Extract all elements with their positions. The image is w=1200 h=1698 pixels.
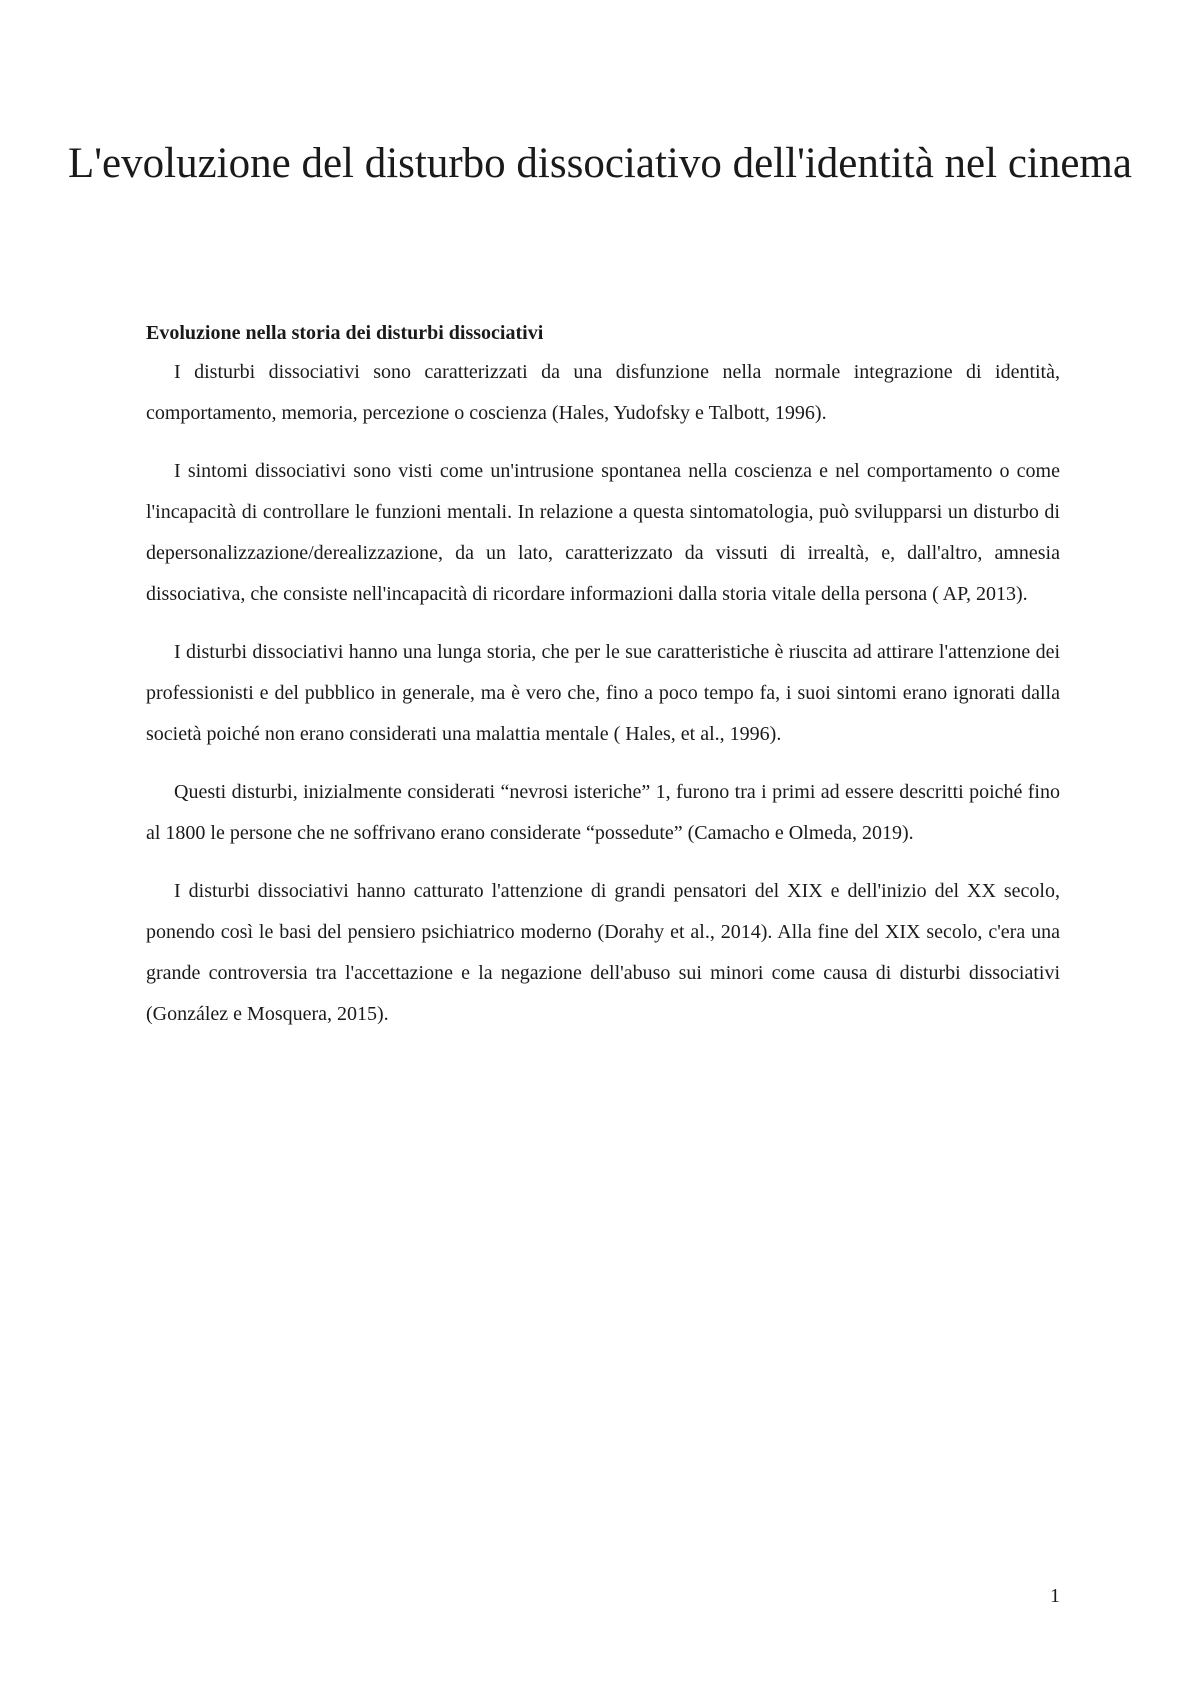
- paragraph: I disturbi dissociativi hanno una lunga storia, che per le sue caratteristiche è riuscita ad attirare l'attenzione dei professionisti e del pubblico in generale, ma è vero che, fino a poco tempo fa, i suoi sintomi erano ignorati dalla società poiché non erano considerati una malattia mentale ( Hales, et al., 1996).: [146, 641, 1060, 745]
- section-body: [146, 318, 1060, 1052]
- paragraph: Questi disturbi, inizialmente considerati “nevrosi isteriche” 1, furono tra i primi ad essere descritti poiché fino al 1800 le persone che ne soffrivano erano considerate “possedute” (Camacho e Olmeda, 2019).: [146, 781, 1060, 844]
- paragraph: I disturbi dissociativi hanno catturato l'attenzione di grandi pensatori del XIX e dell'inizio del XX secolo, ponendo così le basi del pensiero psichiatrico moderno (Dorahy et al., 2014). Alla fine del XIX secolo, c'era una grande controversia tra l'accettazione e la negazione dell'abuso sui minori come causa di disturbi dissociativi (González e Mosquera, 2015).: [146, 880, 1060, 1025]
- paragraph: I sintomi dissociativi sono visti come un'intrusione spontanea nella coscienza e nel comportamento o come l'incapacità di controllare le funzioni mentali. In relazione a questa sintomatologia, può svilupparsi un disturbo di depersonalizzazione/derealizzazione, da un lato, caratterizzato da vissuti di irrealtà, e, dall'altro, amnesia dissociativa, che consiste nell'incapacità di ricordare informazioni dalla storia vitale della persona ( AP, 2013).: [146, 460, 1060, 605]
- paragraph: I disturbi dissociativi sono caratterizzati da una disfunzione nella normale integrazione di identità, comportamento, memoria, percezione o coscienza (Hales, Yudofsky e Talbott, 1996).: [146, 361, 1060, 424]
- document-title: L'evoluzione del disturbo dissociativo dell'identità nel cinema: [68, 140, 1132, 187]
- page-number: 1: [1050, 1585, 1060, 1607]
- section-heading: Evoluzione nella storia dei disturbi dissociativi: [146, 322, 544, 344]
